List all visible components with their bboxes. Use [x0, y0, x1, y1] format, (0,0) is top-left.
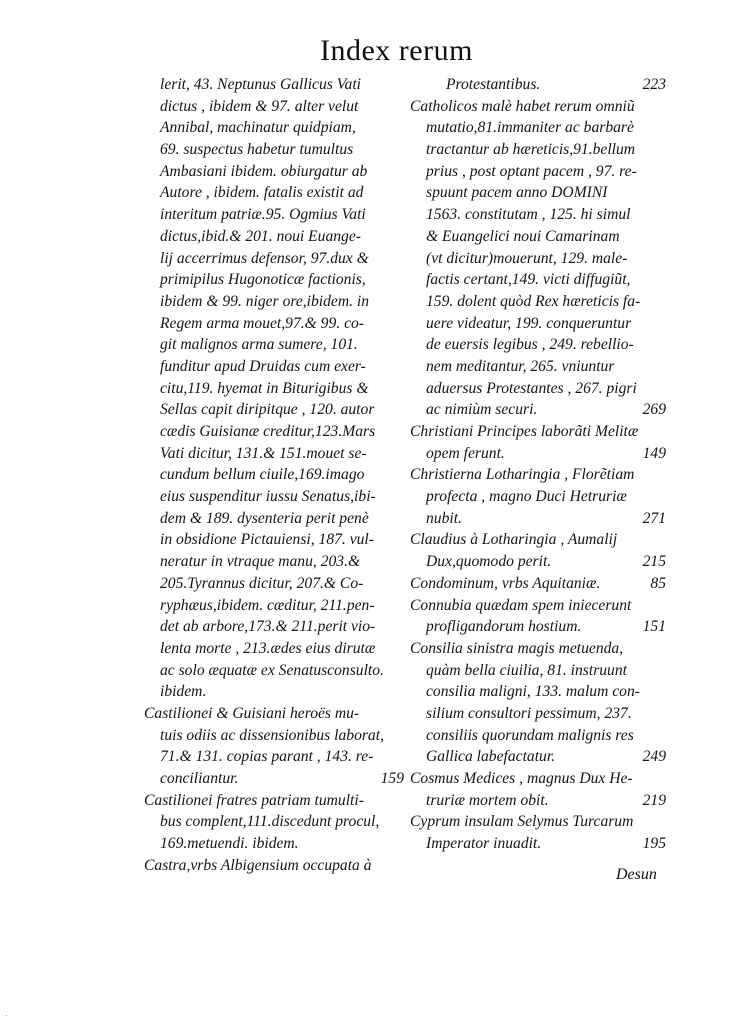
index-entry-text: Castra,vrbs Albigensium occupata à	[144, 856, 372, 874]
page-reference: 195	[642, 835, 666, 853]
index-entry-line	[160, 96, 404, 118]
index-entry-line	[410, 226, 666, 248]
index-entry-line	[160, 161, 404, 183]
page-reference: 149	[642, 444, 666, 462]
index-entry-line	[410, 139, 666, 161]
index-entry-text: profligandorum hostium.	[426, 618, 582, 636]
index-entry-text: Gallica labefactatur.	[426, 748, 556, 766]
index-entry-line	[160, 833, 404, 855]
index-entry-line	[160, 378, 404, 400]
index-entry-line	[160, 74, 404, 96]
index-entry-line	[160, 725, 404, 747]
index-entry-text: 159. dolent quòd Rex hæreticis fa-	[426, 292, 641, 310]
index-entry-text: (vt dicitur)mouerunt, 129. male-	[426, 249, 628, 267]
index-entry-text: opem ferunt.	[426, 444, 505, 462]
index-entry-text: Catholicos malè habet rerum omniũ	[410, 97, 635, 115]
index-entry-line	[160, 595, 404, 617]
index-entry-text: Consilia sinistra magis metuenda,	[410, 639, 624, 657]
index-entry-text: dictus , ibidem & 97. alter velut	[160, 97, 359, 115]
index-column-right	[410, 74, 666, 855]
page-reference: 151	[642, 618, 666, 636]
index-entry-text: Regem arma mouet,97.& 99. co-	[160, 314, 364, 332]
index-entry-line	[160, 681, 404, 703]
index-entry-line	[410, 508, 666, 530]
index-entry-text: Protestantibus.	[446, 76, 541, 93]
index-entry-text: cundum bellum ciuile,169.imago	[160, 466, 365, 484]
index-entry-text: funditur apud Druidas cum exer-	[160, 357, 366, 375]
catchword: Desun	[616, 866, 657, 883]
index-entry-line	[160, 616, 404, 638]
page-reference: 269	[642, 401, 666, 419]
index-entry-text: in obsidione Pictauiensi, 187. vul-	[160, 531, 374, 549]
index-entry-text: conciliantur.	[160, 770, 239, 787]
scan-mark: ·	[5, 1011, 8, 1020]
index-entry-text: profecta , magno Duci Hetruriæ	[426, 488, 627, 506]
index-column-left	[144, 74, 404, 876]
index-entry-line	[410, 811, 666, 833]
index-entry-line	[410, 378, 666, 400]
index-entry-text: Autore , ibidem. fatalis existit ad	[160, 184, 364, 202]
index-entry-line	[410, 790, 666, 812]
index-entry-text: Imperator inuadit.	[426, 835, 542, 853]
index-entry-line	[410, 74, 666, 96]
index-entry-line	[410, 399, 666, 421]
index-entry-text: ibidem.	[160, 683, 207, 701]
index-entry-line	[144, 855, 404, 877]
index-entry-text: Castilionei & Guisiani heroës mu-	[144, 704, 360, 722]
page-reference: 215	[642, 553, 666, 571]
index-entry-text: lij accerrimus defensor, 97.dux &	[160, 249, 369, 267]
index-entry-line	[410, 464, 666, 486]
index-entry-text: nem meditantur, 265. vniuntur	[426, 357, 615, 375]
index-entry-line	[160, 573, 404, 595]
index-entry-line	[160, 421, 404, 443]
index-entry-line	[410, 681, 666, 703]
index-entry-text: 169.metuendi. ibidem.	[160, 835, 299, 853]
index-entry-line	[160, 638, 404, 660]
index-entry-text: ryphæus,ibidem. cæditur, 211.pen-	[160, 596, 375, 614]
index-entry-text: Christierna Lotharingia , Florẽtiam	[410, 466, 635, 484]
index-entry-line	[410, 421, 666, 443]
index-entry-line	[160, 334, 404, 356]
index-entry-text: ac solo æquatæ ex Senatusconsulto.	[160, 661, 384, 679]
index-entry-text: Connubia quædam spem iniecerunt	[410, 596, 632, 614]
index-entry-line	[410, 269, 666, 291]
index-entry-line	[410, 833, 666, 855]
index-entry-text: 205.Tyrannus dicitur, 207.& Co-	[160, 574, 364, 592]
index-entry-line	[410, 551, 666, 573]
index-entry-text: uere videatur, 199. conqueruntur	[426, 314, 632, 332]
index-entry-text: ac nimiùm securi.	[426, 401, 538, 419]
index-entry-text: bus complent,111.discedunt procul,	[160, 813, 380, 831]
index-entry-text: silium consultori pessimum, 237.	[426, 704, 632, 722]
index-entry-text: Cosmus Medices , magnus Dux He-	[410, 770, 633, 787]
index-entry-line	[410, 443, 666, 465]
page-reference: 249	[642, 748, 666, 766]
index-entry-text: Claudius à Lotharingia , Aumalij	[410, 531, 618, 549]
index-entry-text: ibidem & 99. niger ore,ibidem. in	[160, 292, 370, 310]
index-entry-line	[144, 703, 404, 725]
page-reference: 223	[642, 76, 666, 93]
page-title: Index rerum	[320, 34, 473, 67]
index-entry-text: tractantur ab hæreticis,91.bellum	[426, 141, 636, 159]
index-entry-line	[160, 486, 404, 508]
index-entry-line	[410, 573, 666, 595]
index-entry-line	[410, 248, 666, 270]
index-entry-text: primipilus Hugonoticæ factionis,	[160, 271, 366, 289]
index-entry-line	[160, 117, 404, 139]
index-entry-text: Ambasiani ibidem. obiurgatur ab	[160, 162, 368, 180]
index-entry-text: citu,119. hyemat in Biturigibus &	[160, 379, 369, 397]
index-entry-line	[410, 182, 666, 204]
index-entry-line	[410, 725, 666, 747]
index-entry-line	[160, 248, 404, 270]
page-reference: 85	[650, 574, 666, 592]
index-entry-text: det ab arbore,173.& 211.perit vio-	[160, 618, 376, 636]
index-entry-text: git malignos arma sumere, 101.	[160, 336, 358, 354]
index-entry-text: consiliis quorundam malignis res	[426, 726, 634, 744]
index-entry-line	[410, 313, 666, 335]
index-entry-line	[410, 334, 666, 356]
index-entry-text: consilia maligni, 133. malum con-	[426, 683, 640, 701]
index-entry-line	[160, 313, 404, 335]
index-entry-text: 71.& 131. copias parant , 143. re-	[160, 748, 374, 766]
index-entry-line	[160, 204, 404, 226]
index-entry-line	[410, 638, 666, 660]
index-entry-line	[160, 291, 404, 313]
index-entry-text: spuunt pacem anno DOMINI	[426, 184, 608, 202]
index-entry-text: & Euangelici noui Camarinam	[426, 227, 620, 245]
index-entry-line	[410, 117, 666, 139]
index-entry-text: quàm bella ciuilia, 81. instruunt	[426, 661, 627, 679]
index-entry-line	[410, 356, 666, 378]
index-entry-line	[144, 790, 404, 812]
index-entry-line	[160, 139, 404, 161]
index-entry-text: tuis odiis ac dissensionibus laborat,	[160, 726, 384, 744]
index-entry-text: 1563. constitutam , 125. hi simul	[426, 206, 631, 224]
index-entry-text: dictus,ibid.& 201. noui Euange-	[160, 227, 361, 245]
index-entry-line	[410, 768, 666, 790]
index-entry-text: Sellas capit diripitque , 120. autor	[160, 401, 375, 419]
index-entry-line	[160, 182, 404, 204]
index-entry-line	[160, 464, 404, 486]
index-entry-text: mutatio,81.immaniter ac barbarè	[426, 119, 634, 137]
page-reference: 271	[642, 509, 666, 527]
index-entry-text: aduersus Protestantes , 267. pigri	[426, 379, 637, 397]
index-entry-text: truriæ mortem obit.	[426, 791, 549, 809]
index-entry-text: Annibal, machinatur quidpiam,	[160, 119, 356, 137]
index-entry-text: Castilionei fratres patriam tumulti-	[144, 791, 364, 809]
index-entry-line	[160, 508, 404, 530]
index-entry-text: lerit, 43. Neptunus Gallicus Vati	[160, 76, 361, 93]
index-entry-text: cædis Guisianæ creditur,123.Mars	[160, 423, 376, 440]
index-entry-text: lenta morte , 213.ædes eius dirutæ	[160, 639, 376, 657]
index-entry-line	[410, 486, 666, 508]
index-entry-line	[160, 660, 404, 682]
index-entry-line	[160, 811, 404, 833]
index-entry-text: prius , post optant pacem , 97. re-	[426, 162, 637, 180]
index-entry-line	[160, 529, 404, 551]
index-entry-text: Vati dicitur, 131.& 151.mouet se-	[160, 444, 367, 462]
index-entry-text: Condominum, vrbs Aquitaniæ.	[410, 574, 601, 592]
index-entry-text: interitum patriæ.95. Ogmius Vati	[160, 206, 366, 224]
index-entry-line	[160, 356, 404, 378]
index-entry-line	[410, 161, 666, 183]
index-entry-text: de euersis legibus , 249. rebellio-	[426, 336, 634, 354]
index-entry-text: nubit.	[426, 509, 462, 527]
index-entry-line	[410, 291, 666, 313]
page-reference: 159	[380, 770, 404, 787]
index-entry-line	[160, 443, 404, 465]
index-entry-line	[410, 746, 666, 768]
index-entry-line	[160, 226, 404, 248]
index-entry-line	[410, 96, 666, 118]
index-entry-line	[160, 551, 404, 573]
index-entry-line	[410, 595, 666, 617]
index-entry-text: eius suspenditur iussu Senatus,ibi-	[160, 488, 376, 506]
index-entry-text: dem & 189. dysenteria perit penè	[160, 509, 369, 527]
index-entry-line	[160, 768, 404, 790]
index-entry-line	[160, 399, 404, 421]
index-entry-line	[160, 746, 404, 768]
index-entry-line	[410, 660, 666, 682]
index-entry-text: neratur in vtraque manu, 203.&	[160, 553, 361, 571]
index-entry-line	[410, 529, 666, 551]
index-entry-text: factis certant,149. victi diffugiũt,	[426, 271, 631, 289]
index-entry-line	[410, 204, 666, 226]
index-entry-text: 69. suspectus habetur tumultus	[160, 141, 354, 159]
index-entry-text: Christiani Principes laborãti Melitæ	[410, 423, 639, 440]
index-entry-text: Cyprum insulam Selymus Turcarum	[410, 813, 634, 831]
index-entry-text: Dux,quomodo perit.	[426, 553, 552, 571]
index-entry-line	[410, 616, 666, 638]
page-reference: 219	[642, 791, 666, 809]
index-entry-line	[410, 703, 666, 725]
index-entry-line	[160, 269, 404, 291]
